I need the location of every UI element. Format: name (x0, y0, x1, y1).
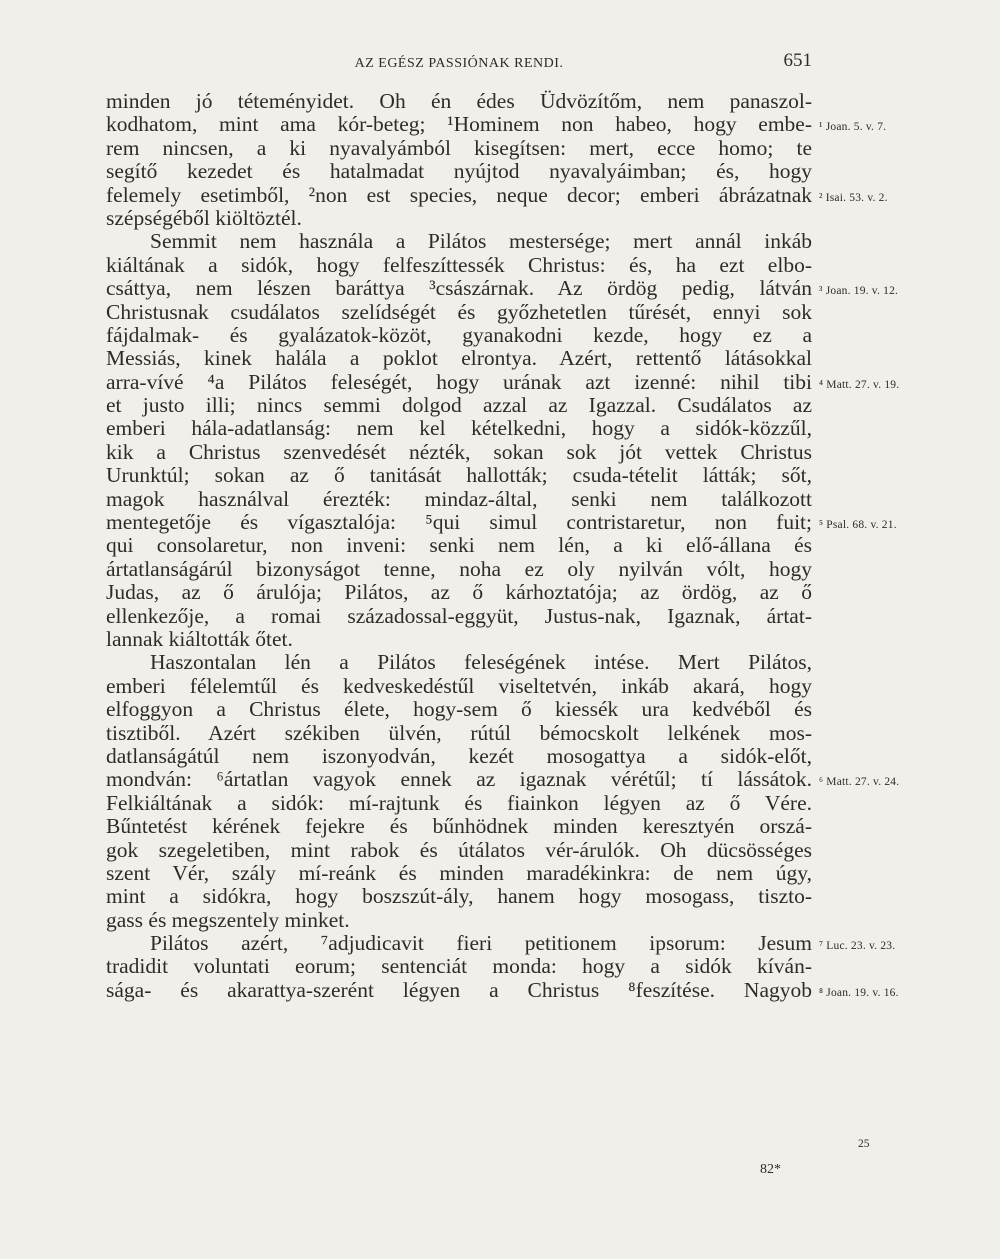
text-line: mentegetője és vígasztalója: ⁵qui simul contristaretur, non fuit; ⁵ Psal. 68. v. 21. (106, 511, 812, 534)
text-line: emberi félelemtűl és kedveskedéstűl viseltetvén, inkáb akará, hogy (106, 673, 812, 698)
text-line: segítő kezedet és hatalmadat nyújtod nyavalyáimban; és, hogy (106, 159, 812, 184)
text-line: szent Vér, szály mí-reánk és minden maradékinkra: de nem úgy, (106, 860, 812, 885)
text-line: Pilátos azért, ⁷adjudicavit fieri petitionem ipsorum: Jesum ⁷ Luc. 23. v. 23. (106, 932, 812, 955)
body-text (106, 89, 900, 1002)
text-line: magok használval érezték: mindaz-által, senki nem találkozott (106, 486, 812, 511)
page-header (106, 50, 812, 80)
text-line: minden jó téteményidet. Oh én édes Üdvözítőm, nem panaszol- (106, 89, 812, 113)
text-line: arra-vívé ⁴a Pilátos feleségét, hogy urának azt izenné: nihil tibi ⁴ Matt. 27. v. 19. (106, 371, 812, 394)
text-line: ártatlanságárúl bizonyságot tenne, noha ez oly nyilván vólt, hogy (106, 556, 812, 581)
text-line: emberi hála-adatlanság: nem kel kételkedni, hogy a sidók-közzűl, (106, 416, 812, 441)
text-line: kodhatom, mint ama kór-beteg; ¹Hominem non habeo, hogy embe- ¹ Joan. 5. v. 7. (106, 113, 812, 136)
page-number: 651 (783, 50, 812, 71)
text-line: tradidit voluntati eorum; sentenciát monda: hogy a sidók kíván- (106, 954, 812, 979)
margin-reference: ² Isai. 53. v. 2. (819, 191, 888, 204)
text-line: mondván: ⁶ártatlan vagyok ennek az igaznak vérétűl; tí lássátok. ⁶ Matt. 27. v. 24. (106, 768, 812, 791)
text-line: elfoggyon a Christus élete, hogy-sem ő kiessék ura kedvéből és (106, 697, 812, 722)
text-line: sága- és akarattya-szerént légyen a Christus ⁸feszítése. Nagyob ⁸ Joan. 19. v. 16. (106, 979, 812, 1002)
margin-reference: ⁴ Matt. 27. v. 19. (819, 378, 900, 391)
text-line: Judas, az ő árulója; Pilátos, az ő kárhoztatója; az ördög, az ő (106, 580, 812, 605)
text-line: ellenkezője, a romai századossal-eggyüt, Justus-nak, Igaznak, ártat- (106, 603, 812, 628)
text-line: rem nincsen, a ki nyavalyámból kisegítsen: mert, ecce homo; te (106, 135, 812, 160)
text-line: Bűntetést kérének fejekre és bűnhödnek minden keresztyén orszá- (106, 814, 812, 839)
text-line: Christusnak csudálatos szelídségét és győzhetetlen tűrését, ennyi sok (106, 299, 812, 324)
text-line: gok szegeletiben, mint rabok és útálatos vér-árulók. Oh dücsösséges (106, 837, 812, 862)
text-line: gass és megszentely minket. (106, 907, 350, 932)
text-line: csáttya, nem lészen baráttya ³császárnak. Az ördög pedig, látván ³ Joan. 19. v. 12. (106, 277, 812, 300)
text-line: Haszontalan lén a Pilátos feleségének intése. Mert Pilátos, (150, 650, 812, 675)
text-line: kiáltának a sidók, hogy felfeszíttessék Christus: és, ha ezt elbo- (106, 252, 812, 277)
text-line: Felkiáltának a sidók: mí-rajtunk és fiainkon légyen az ő Vére. (106, 790, 812, 815)
text-line: lannak kiáltották őtet. (106, 626, 293, 651)
text-line: felemely esetimből, ²non est species, neque decor; emberi ábrázatnak ² Isai. 53. v. 2. (106, 184, 812, 207)
margin-reference: ³ Joan. 19. v. 12. (819, 285, 899, 298)
running-title: AZ EGÉSZ PASSIÓNAK RENDI. (354, 56, 564, 71)
text-line: qui consolaretur, non inveni: senki nem lén, a ki elő-állana és (106, 533, 812, 558)
text-line: kik a Christus szenvedését nézték, sokan sok jót vettek Christus (106, 439, 812, 464)
text-line: tisztiből. Azért székiben ülvén, rútúl bémocskolt lelkének mos- (106, 720, 812, 745)
margin-reference: ⁸ Joan. 19. v. 16. (819, 986, 899, 999)
signature-mark: 82* (760, 1162, 781, 1177)
text-line: mint a sidókra, hogy boszszút-ály, hanem hogy mosogass, tiszto- (106, 884, 812, 909)
text-line: Urunktúl; sokan az ő tanitását hallották; csuda-tételit látták; sőt, (106, 463, 812, 488)
margin-reference: ⁷ Luc. 23. v. 23. (819, 940, 896, 953)
text-line: szépségéből kiöltöztél. (106, 205, 302, 230)
text-line: et justo illi; nincs semmi dolgod azzal az Igazzal. Csudálatos az (106, 393, 812, 418)
margin-reference: ⁶ Matt. 27. v. 24. (819, 776, 900, 789)
text-line: fájdalmak- és gyalázatok-közöt, gyanakodni kezde, hogy ez a (106, 322, 812, 347)
margin-reference: ⁵ Psal. 68. v. 21. (819, 519, 897, 532)
text-line: datlanságátúl nem iszonyodván, kezét mosogattya a sidók-előt, (106, 743, 812, 768)
margin-reference: ¹ Joan. 5. v. 7. (819, 121, 887, 134)
text-line: Semmit nem használa a Pilátos mestersége; mert annál inkáb (150, 229, 812, 254)
text-line: Messiás, kinek halála a poklot elrontya. Azért, rettentő látásokkal (106, 346, 812, 371)
margin-reference-continuation: 25 (858, 1138, 870, 1150)
